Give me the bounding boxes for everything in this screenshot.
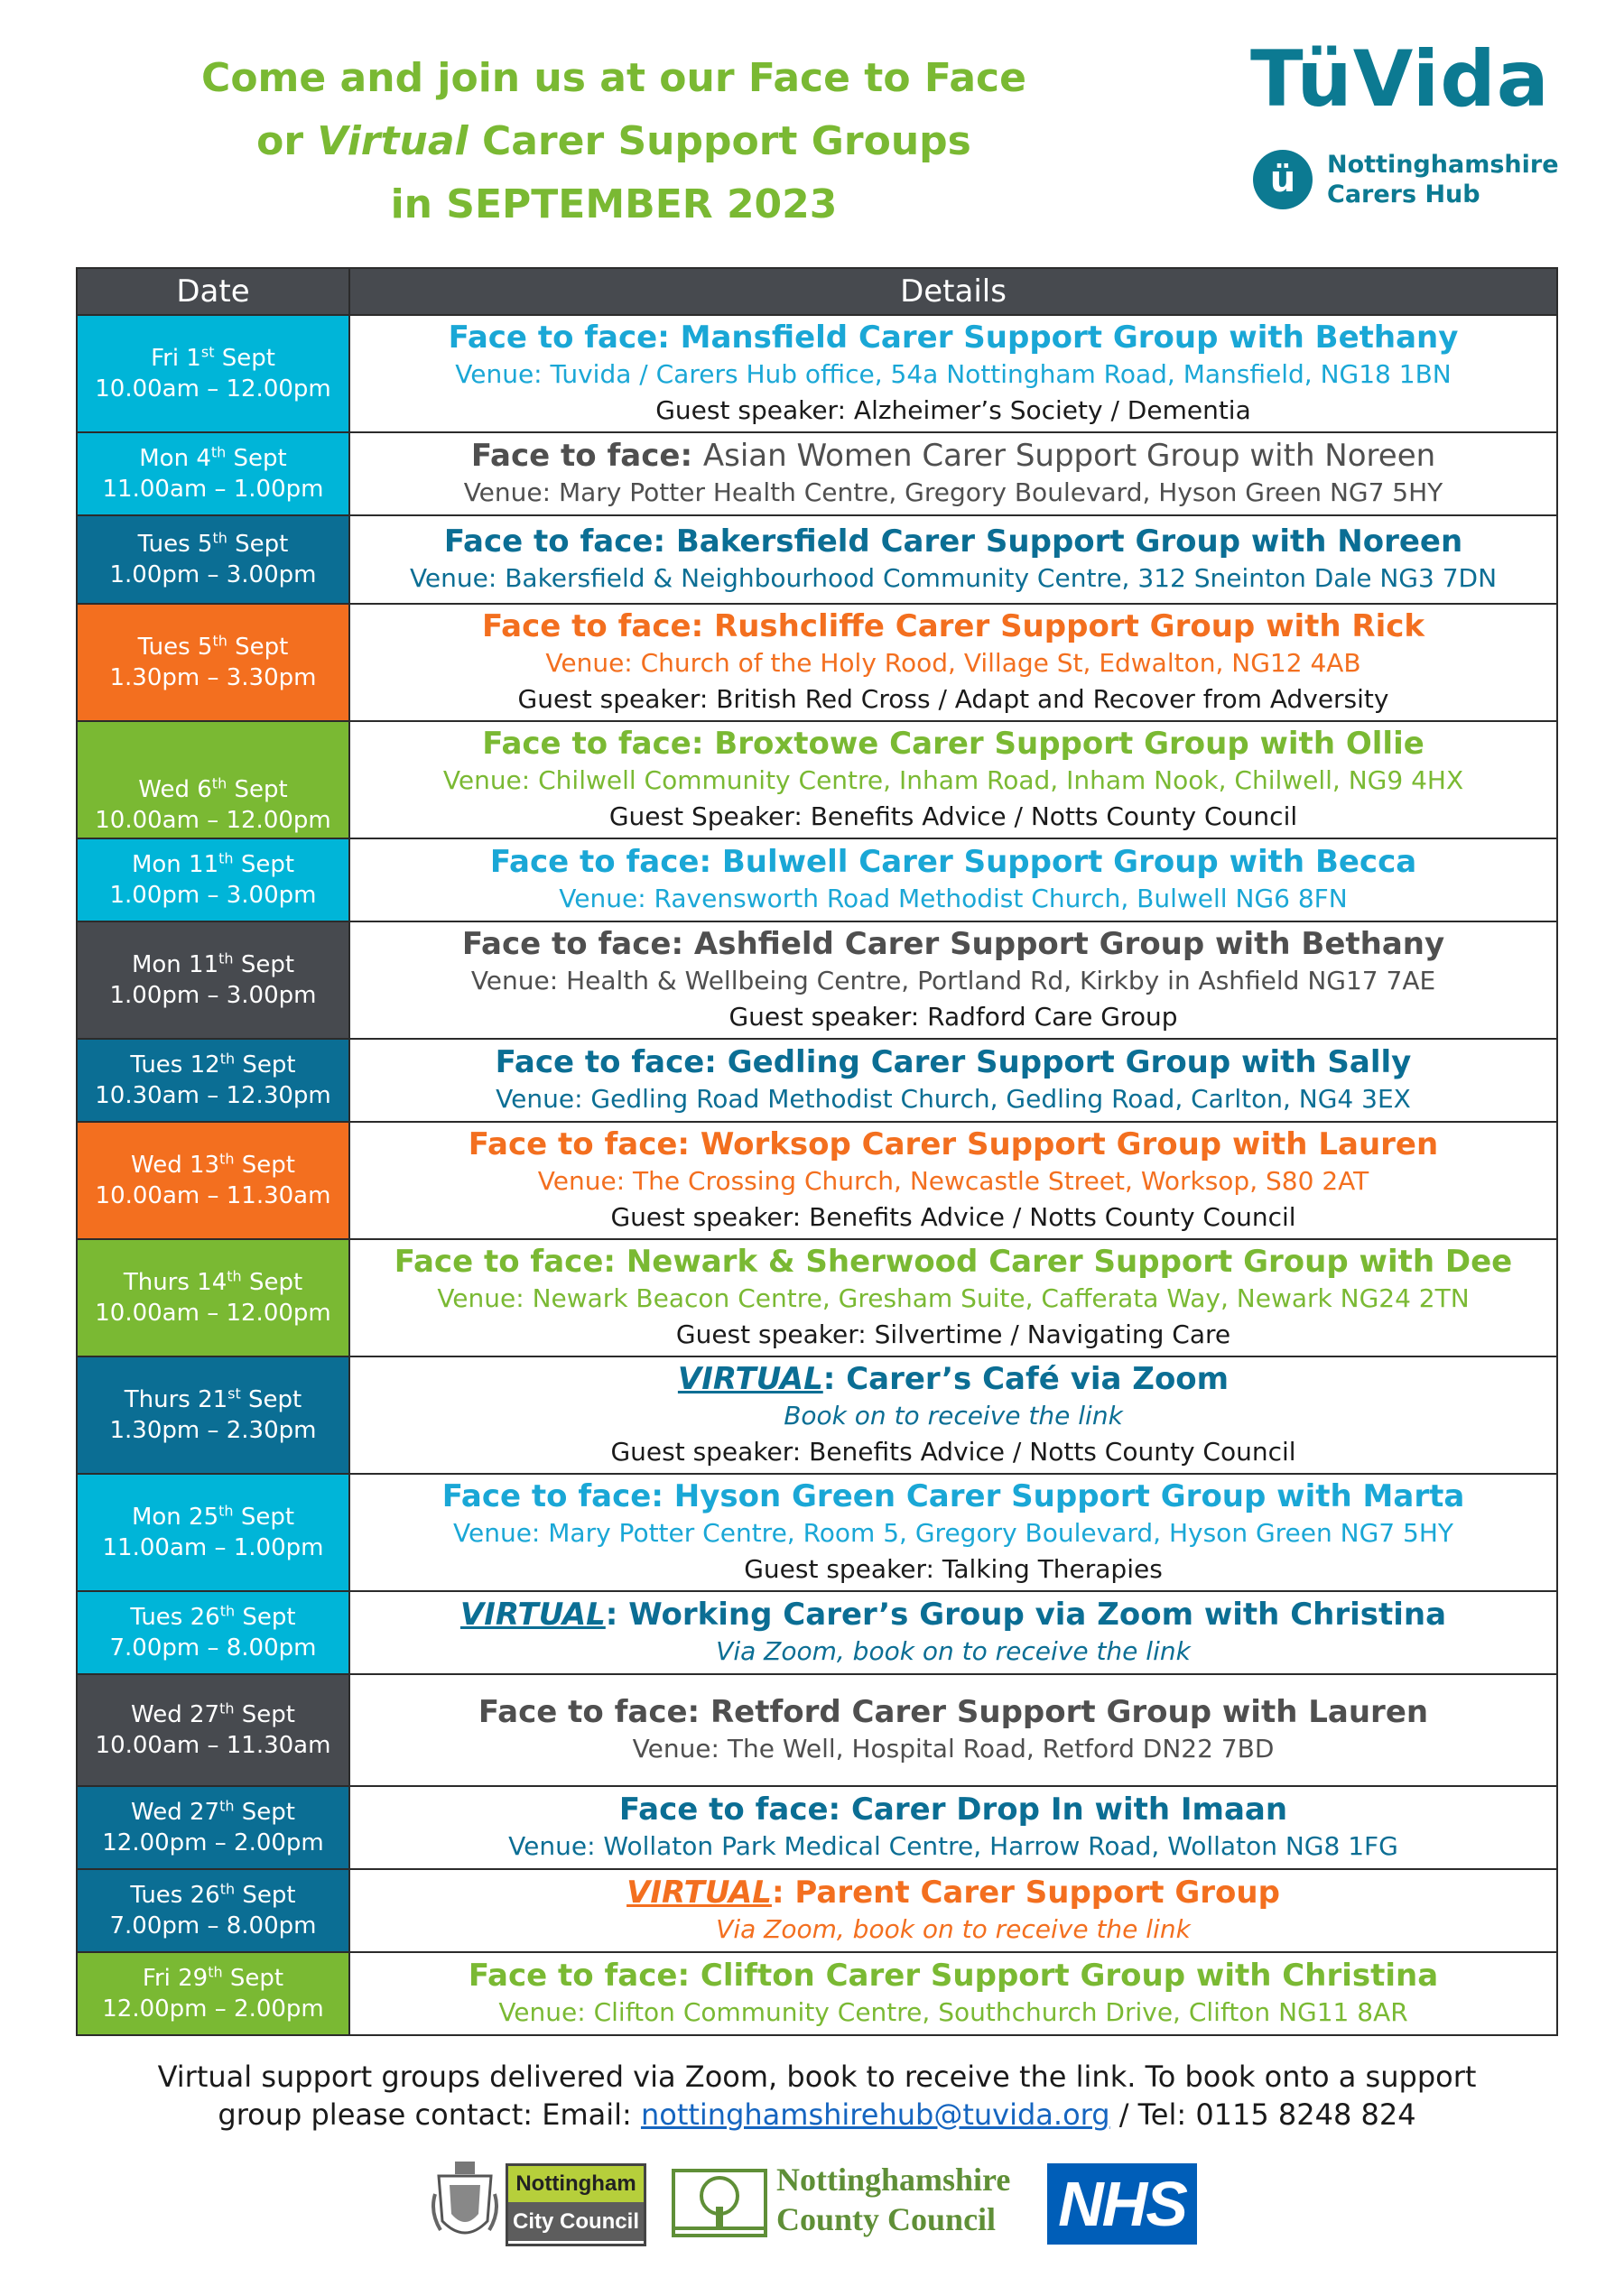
event-month: Sept	[226, 445, 287, 472]
event-title	[350, 1791, 1556, 1828]
event-day	[78, 849, 348, 880]
event-time: 11.00am – 1.00pm	[102, 476, 324, 503]
event-type-label: Face to face:	[448, 319, 681, 356]
event-group-name: Asian Women Carer Support Group with Noreen	[702, 437, 1436, 474]
event-date-cell	[77, 721, 349, 838]
event-date-cell	[77, 1786, 349, 1869]
event-day-number: Wed 27	[131, 1701, 220, 1728]
event-month: Sept	[235, 1051, 296, 1079]
event-time: 12.00pm – 2.00pm	[102, 1829, 324, 1856]
event-day-suffix: th	[218, 949, 234, 967]
nottinghamshire-county-council-logo	[776, 2160, 1010, 2239]
event-day-suffix: th	[212, 529, 227, 547]
event-day	[78, 1602, 348, 1633]
city-logo-line-1: Nottingham	[508, 2166, 644, 2202]
event-month: Sept	[227, 634, 289, 661]
event-row	[77, 1356, 1557, 1474]
event-title	[350, 726, 1556, 763]
event-row	[77, 1674, 1557, 1786]
event-guest-speaker: Guest Speaker: Benefits Advice / Notts County Council	[608, 801, 1298, 831]
event-day-suffix: th	[219, 1880, 236, 1898]
event-date-cell	[77, 1039, 349, 1122]
event-details-cell	[349, 1786, 1557, 1869]
event-date-cell	[77, 432, 349, 515]
event-day-number: Thurs 21	[124, 1386, 228, 1413]
event-guest-speaker: Guest speaker: Alzheimer’s Society / Dementia	[655, 394, 1251, 425]
event-venue: Venue: Church of the Holy Rood, Village St, Edwalton, NG12 4AB	[545, 647, 1361, 678]
event-details-cell	[349, 721, 1557, 838]
event-day-suffix: st	[227, 1384, 241, 1403]
event-day-number: Tues 5	[137, 531, 213, 558]
event-month: Sept	[233, 851, 295, 878]
event-title	[350, 1478, 1556, 1515]
event-guest-speaker: Guest speaker: Silvertime / Navigating Care	[675, 1319, 1231, 1349]
event-group-name: Gedling Carer Support Group with Sally	[727, 1043, 1412, 1080]
event-day	[78, 1963, 348, 1994]
event-title	[350, 844, 1556, 881]
event-day-suffix: th	[219, 1699, 235, 1717]
event-month: Sept	[227, 531, 289, 558]
event-type-label: Face to face:	[478, 1693, 710, 1730]
event-title	[350, 1044, 1556, 1081]
event-day-number: Fri 29	[142, 1965, 209, 1992]
event-type-label: Face to face:	[441, 1477, 674, 1514]
event-time: 10.30am – 12.30pm	[95, 1082, 331, 1109]
carers-hub-line-2: Carers Hub	[1327, 181, 1480, 208]
event-venue: Venue: The Well, Hospital Road, Retford DN22 7BD	[632, 1733, 1275, 1764]
carers-hub-logo	[1253, 144, 1559, 217]
event-day	[78, 443, 348, 474]
events-table-body	[77, 315, 1557, 2035]
column-header-date: Date	[77, 268, 349, 315]
event-type-label: Face to face:	[394, 1243, 626, 1280]
event-type-label: Face to face:	[461, 925, 694, 962]
event-date-cell	[77, 1474, 349, 1591]
footer-contact-text	[76, 2058, 1558, 2134]
event-details-cell	[349, 1952, 1557, 2035]
carers-hub-text	[1327, 150, 1559, 209]
event-venue: Venue: Health & Wellbeing Centre, Portland Rd, Kirkby in Ashfield NG17 7AE	[470, 965, 1436, 995]
event-day	[78, 1050, 348, 1080]
headline-line-2	[135, 110, 1092, 173]
event-group-name: Ashfield Carer Support Group with Bethany	[693, 925, 1445, 962]
event-title	[350, 1875, 1556, 1912]
headline-virtual-word: Virtual	[317, 118, 469, 164]
event-details-cell	[349, 838, 1557, 921]
footer-line-2-prefix: group please contact: Email:	[218, 2097, 641, 2132]
event-venue: Venue: Ravensworth Road Methodist Church, Bulwell NG6 8FN	[559, 883, 1348, 913]
event-time: 1.30pm – 2.30pm	[109, 1417, 317, 1444]
event-venue: Venue: Gedling Road Methodist Church, Gedling Road, Carlton, NG4 3EX	[496, 1083, 1411, 1114]
event-title	[350, 926, 1556, 963]
event-day	[78, 774, 348, 805]
event-time: 1.00pm – 3.00pm	[109, 982, 317, 1009]
event-month: Sept	[234, 1701, 295, 1728]
event-details-cell	[349, 1239, 1557, 1356]
event-date-cell	[77, 1952, 349, 2035]
event-guest-speaker: Guest speaker: Talking Therapies	[744, 1553, 1163, 1584]
event-venue: Via Zoom, book on to receive the link	[716, 1913, 1191, 1944]
event-type-label: VIRTUAL	[677, 1360, 823, 1397]
event-time: 10.00am – 11.30am	[95, 1182, 331, 1209]
event-time: 11.00am – 1.00pm	[102, 1534, 324, 1561]
event-venue: Venue: Clifton Community Centre, Southchurch Drive, Clifton NG11 8AR	[498, 1996, 1408, 2027]
headline-line-2-prefix: or	[256, 118, 318, 164]
event-group-name: Clifton Carer Support Group with Christina	[700, 1957, 1439, 1994]
event-group-name: Bakersfield Carer Support Group with Noreen	[675, 523, 1463, 560]
event-group-name: : Parent Carer Support Group	[771, 1874, 1280, 1911]
headline-line-3: in SEPTEMBER 2023	[390, 181, 838, 227]
footer-line-1: Virtual support groups delivered via Zoom, book to receive the link. To book onto a support	[157, 2060, 1477, 2094]
event-details-cell	[349, 432, 1557, 515]
event-guest-speaker: Guest speaker: Benefits Advice / Notts County Council	[610, 1436, 1296, 1467]
event-group-name: Bulwell Carer Support Group with Becca	[721, 843, 1417, 880]
event-date-cell	[77, 921, 349, 1039]
event-day	[78, 1880, 348, 1911]
event-title	[350, 1597, 1556, 1634]
event-month: Sept	[234, 1152, 295, 1179]
event-month: Sept	[233, 951, 295, 978]
event-month: Sept	[214, 345, 275, 372]
event-title	[350, 1361, 1556, 1398]
event-details-cell	[349, 1591, 1557, 1674]
event-details-cell	[349, 1122, 1557, 1239]
event-details-cell	[349, 604, 1557, 721]
event-venue: Venue: Tuvida / Carers Hub office, 54a Nottingham Road, Mansfield, NG18 1BN	[455, 358, 1452, 389]
headline-line-2-suffix: Carer Support Groups	[468, 118, 971, 164]
event-time: 1.00pm – 3.00pm	[109, 882, 317, 909]
event-day	[78, 1384, 348, 1415]
event-day-suffix: th	[227, 1267, 242, 1285]
event-month: Sept	[235, 1882, 296, 1909]
event-month: Sept	[233, 1504, 295, 1531]
event-details-cell	[349, 921, 1557, 1039]
event-details-cell	[349, 1869, 1557, 1952]
event-day-number: Mon 11	[131, 951, 219, 978]
footer-line-2-suffix: / Tel: 0115 8248 824	[1109, 2097, 1416, 2132]
event-type-label: Face to face:	[443, 523, 676, 560]
event-venue: Book on to receive the link	[784, 1400, 1123, 1430]
event-time: 10.00am – 11.30am	[95, 1732, 331, 1759]
event-day-number: Mon 4	[139, 445, 211, 472]
event-month: Sept	[241, 1269, 303, 1296]
event-group-name: Hyson Green Carer Support Group with Marta	[673, 1477, 1465, 1514]
event-day-number: Tues 5	[137, 634, 213, 661]
event-type-label: Face to face:	[618, 1791, 851, 1828]
event-details-cell	[349, 1674, 1557, 1786]
event-time: 1.00pm – 3.00pm	[109, 561, 317, 588]
event-row	[77, 604, 1557, 721]
event-group-name: Mansfield Carer Support Group with Bethany	[680, 319, 1459, 356]
event-date-cell	[77, 315, 349, 432]
event-day-number: Mon 25	[131, 1504, 219, 1531]
event-date-cell	[77, 1122, 349, 1239]
event-day-suffix: th	[212, 632, 227, 650]
event-day-number: Wed 27	[131, 1799, 220, 1826]
event-day	[78, 1502, 348, 1532]
event-day-suffix: th	[218, 1502, 234, 1520]
event-title	[350, 1244, 1556, 1281]
event-row	[77, 1952, 1557, 2035]
city-crest-icon	[432, 2158, 498, 2248]
event-type-label: VIRTUAL	[626, 1874, 772, 1911]
event-type-label: Face to face:	[468, 1957, 701, 1994]
event-date-cell	[77, 1869, 349, 1952]
event-type-label: Face to face:	[481, 607, 715, 644]
event-group-name: Retford Carer Support Group with Lauren	[710, 1693, 1429, 1730]
event-day	[78, 632, 348, 662]
event-title	[350, 1126, 1556, 1163]
event-time: 10.00am – 12.00pm	[95, 375, 331, 403]
event-month: Sept	[240, 1386, 302, 1413]
page-headline	[135, 47, 1092, 236]
event-group-name: Newark & Sherwood Carer Support Group with Dee	[626, 1243, 1513, 1280]
table-header-row	[77, 268, 1557, 315]
event-row	[77, 1122, 1557, 1239]
event-day-suffix: th	[218, 849, 234, 867]
event-day-suffix: st	[200, 343, 215, 361]
event-venue: Via Zoom, book on to receive the link	[716, 1635, 1191, 1666]
event-row	[77, 921, 1557, 1039]
event-time: 12.00pm – 2.00pm	[102, 1995, 324, 2023]
event-guest-speaker: Guest speaker: Radford Care Group	[728, 1001, 1178, 1032]
event-guest-speaker: Guest speaker: British Red Cross / Adapt and Recover from Adversity	[517, 683, 1389, 714]
event-day-suffix: th	[219, 1050, 236, 1068]
event-time: 7.00pm – 8.00pm	[109, 1634, 317, 1662]
event-row	[77, 838, 1557, 921]
event-row	[77, 515, 1557, 604]
event-row	[77, 432, 1557, 515]
event-venue: Venue: The Crossing Church, Newcastle Street, Worksop, S80 2AT	[537, 1165, 1369, 1196]
event-type-label: Face to face:	[468, 1125, 701, 1162]
event-venue: Venue: Wollaton Park Medical Centre, Harrow Road, Wollaton NG8 1FG	[508, 1830, 1398, 1861]
event-time: 10.00am – 12.00pm	[95, 807, 331, 834]
event-month: Sept	[234, 1799, 295, 1826]
event-title	[350, 1958, 1556, 1995]
event-day-number: Tues 26	[130, 1604, 220, 1631]
carers-hub-line-1: Nottinghamshire	[1327, 151, 1559, 179]
event-day-suffix: th	[211, 774, 227, 792]
event-details-cell	[349, 1039, 1557, 1122]
event-day-suffix: th	[210, 443, 227, 461]
event-title	[350, 438, 1556, 475]
city-logo-line-2: City Council	[508, 2202, 644, 2241]
event-row	[77, 1039, 1557, 1122]
event-day-number: Wed 13	[131, 1152, 220, 1179]
carers-hub-icon: ü	[1253, 150, 1313, 209]
event-time: 10.00am – 12.00pm	[95, 1300, 331, 1327]
event-type-label: Face to face:	[495, 1043, 728, 1080]
event-venue: Venue: Chilwell Community Centre, Inham Road, Inham Nook, Chilwell, NG9 4HX	[442, 764, 1464, 795]
event-venue: Venue: Bakersfield & Neighbourhood Community Centre, 312 Sneinton Dale NG3 7DN	[409, 562, 1498, 593]
column-header-details: Details	[349, 268, 1557, 315]
event-details-cell	[349, 1474, 1557, 1591]
headline-line-1: Come and join us at our Face to Face	[201, 55, 1026, 101]
event-month: Sept	[235, 1604, 296, 1631]
event-row	[77, 1869, 1557, 1952]
event-date-cell	[77, 515, 349, 604]
event-day	[78, 1267, 348, 1298]
county-logo-line-1: Nottinghamshire	[776, 2162, 1011, 2198]
events-table	[76, 267, 1558, 2036]
event-day-suffix: th	[219, 1797, 235, 1815]
event-title	[350, 319, 1556, 356]
contact-email-link[interactable]: nottinghamshirehub@tuvida.org	[640, 2097, 1110, 2132]
event-row	[77, 315, 1557, 432]
event-day-number: Thurs 14	[123, 1269, 227, 1296]
event-row	[77, 1239, 1557, 1356]
event-day-number: Tues 26	[130, 1882, 220, 1909]
event-row	[77, 1786, 1557, 1869]
event-title	[350, 1694, 1556, 1731]
event-day-number: Tues 12	[130, 1051, 220, 1079]
event-title	[350, 608, 1556, 645]
event-group-name: : Working Carer’s Group via Zoom with Christina	[605, 1596, 1447, 1633]
event-time: 1.30pm – 3.30pm	[109, 664, 317, 691]
event-venue: Venue: Mary Potter Centre, Room 5, Gregory Boulevard, Hyson Green NG7 5HY	[453, 1517, 1453, 1548]
event-time: 7.00pm – 8.00pm	[109, 1912, 317, 1940]
event-title	[350, 523, 1556, 560]
event-row	[77, 1474, 1557, 1591]
nottingham-city-council-logo	[506, 2163, 646, 2246]
event-type-label: Face to face:	[470, 437, 703, 474]
event-type-label: Face to face:	[482, 725, 715, 762]
event-day	[78, 949, 348, 980]
event-day-suffix: th	[219, 1150, 235, 1168]
tuvida-logo: TüVida	[1250, 34, 1550, 125]
event-type-label: Face to face:	[489, 843, 722, 880]
event-date-cell	[77, 1674, 349, 1786]
county-tree-icon	[670, 2167, 769, 2239]
event-date-cell	[77, 1356, 349, 1474]
event-row	[77, 1591, 1557, 1674]
event-details-cell	[349, 515, 1557, 604]
event-details-cell	[349, 1356, 1557, 1474]
event-group-name: Rushcliffe Carer Support Group with Rick	[714, 607, 1425, 644]
event-date-cell	[77, 838, 349, 921]
event-day	[78, 343, 348, 374]
event-day	[78, 529, 348, 560]
footer-line-2	[76, 2096, 1558, 2134]
event-group-name: : Carer’s Café via Zoom	[822, 1360, 1230, 1397]
sponsor-logos	[424, 2152, 1219, 2261]
event-row	[77, 721, 1557, 838]
event-day-number: Fri 1	[151, 345, 201, 372]
event-day-suffix: th	[208, 1963, 223, 1981]
event-guest-speaker: Guest speaker: Benefits Advice / Notts County Council	[610, 1201, 1296, 1232]
event-day-number: Wed 6	[138, 776, 212, 803]
nhs-logo: NHS	[1047, 2163, 1197, 2245]
event-month: Sept	[227, 776, 288, 803]
event-type-label: VIRTUAL	[459, 1596, 606, 1633]
event-day	[78, 1699, 348, 1730]
event-details-cell	[349, 315, 1557, 432]
event-day	[78, 1150, 348, 1180]
county-logo-line-2: County Council	[776, 2201, 997, 2237]
event-day	[78, 1797, 348, 1828]
event-venue: Venue: Mary Potter Health Centre, Gregory Boulevard, Hyson Green NG7 5HY	[463, 477, 1443, 507]
event-group-name: Worksop Carer Support Group with Lauren	[700, 1125, 1439, 1162]
event-month: Sept	[222, 1965, 284, 1992]
event-date-cell	[77, 1239, 349, 1356]
event-day-number: Mon 11	[131, 851, 219, 878]
event-date-cell	[77, 604, 349, 721]
event-venue: Venue: Newark Beacon Centre, Gresham Suite, Cafferata Way, Newark NG24 2TN	[437, 1282, 1470, 1313]
event-group-name: Carer Drop In with Imaan	[850, 1791, 1288, 1828]
event-group-name: Broxtowe Carer Support Group with Ollie	[714, 725, 1424, 762]
event-date-cell	[77, 1591, 349, 1674]
event-day-suffix: th	[219, 1602, 236, 1620]
